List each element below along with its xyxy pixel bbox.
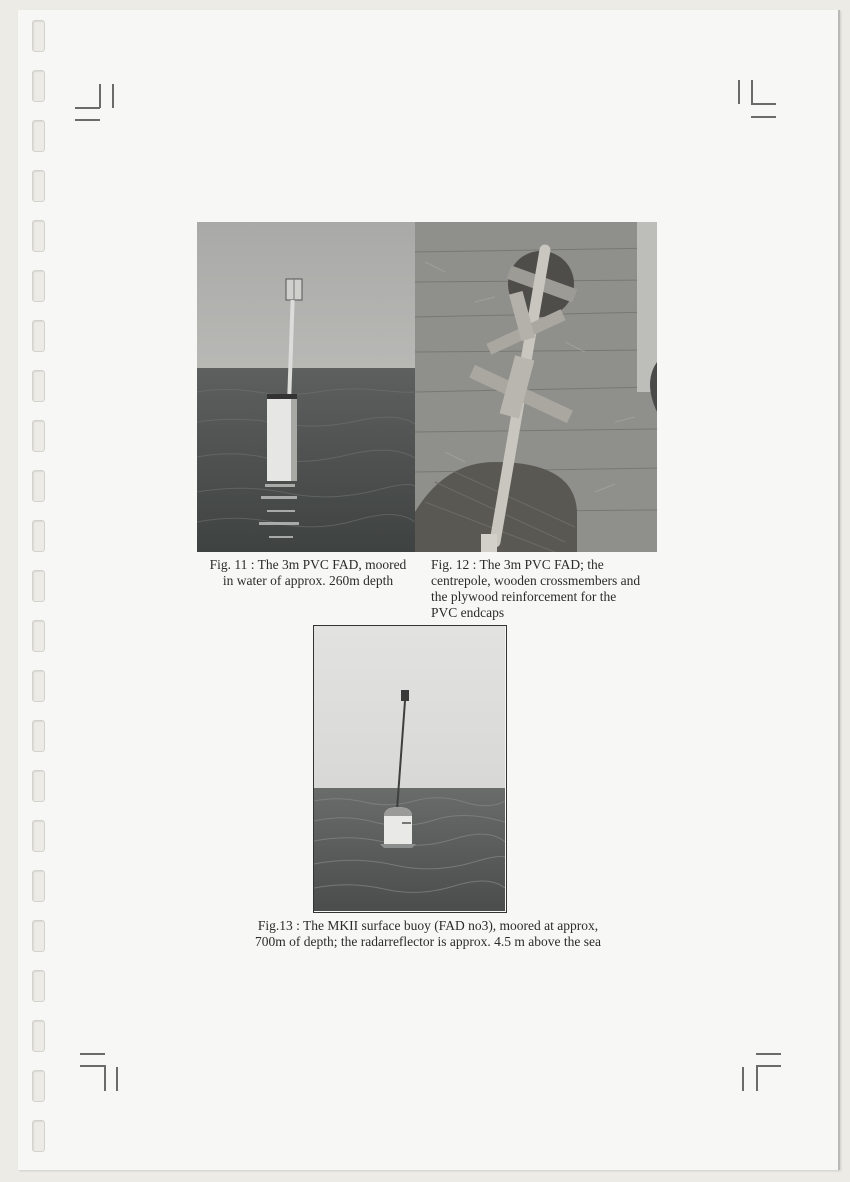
figure-12-caption [431,557,671,621]
binding-hole [32,270,45,302]
binding-hole [32,20,45,52]
crop-mark-bottom-right [742,1053,782,1093]
caption-line: centrepole, wooden crossmembers and [431,573,641,588]
binding-holes [32,20,46,1170]
buoy-at-sea-image [197,222,415,552]
figure-13-photo [313,625,507,913]
caption-line: in water of approx. 260m depth [222,573,394,588]
caption-line: 700m of depth; the radarreflector is approx. 4.5 m above the sea [254,934,601,949]
figure-11-photo [197,222,415,552]
binding-hole [32,70,45,102]
caption-line: Fig.13 : The MKII surface buoy (FAD no3), moored at approx, [257,918,599,933]
binding-hole [32,120,45,152]
caption-line: PVC endcaps [431,605,505,620]
binding-hole [32,820,45,852]
figure-13-caption [218,918,638,950]
crop-mark-top-right [738,80,778,120]
figure-11-caption [198,557,418,589]
caption-line: Fig. 12 : The 3m PVC FAD; the [431,557,604,572]
centrepole-crossmembers-image [415,222,657,552]
binding-hole [32,1020,45,1052]
binding-hole [32,670,45,702]
binding-hole [32,770,45,802]
binding-hole [32,170,45,202]
binding-hole [32,1070,45,1102]
binding-hole [32,520,45,552]
binding-hole [32,620,45,652]
crop-mark-top-left [75,84,115,124]
mkii-surface-buoy-image [314,626,505,911]
document-page [18,10,840,1170]
binding-hole [32,570,45,602]
caption-line: Fig. 11 : The 3m PVC FAD, moored [209,557,407,572]
binding-hole [32,970,45,1002]
binding-hole [32,370,45,402]
binding-hole [32,470,45,502]
figure-12-photo [415,222,657,552]
binding-hole [32,1120,45,1152]
binding-hole [32,420,45,452]
crop-mark-bottom-left [80,1053,120,1093]
caption-line: the plywood reinforcement for the [431,589,617,604]
binding-hole [32,870,45,902]
binding-hole [32,220,45,252]
binding-hole [32,320,45,352]
binding-hole [32,720,45,752]
binding-hole [32,920,45,952]
